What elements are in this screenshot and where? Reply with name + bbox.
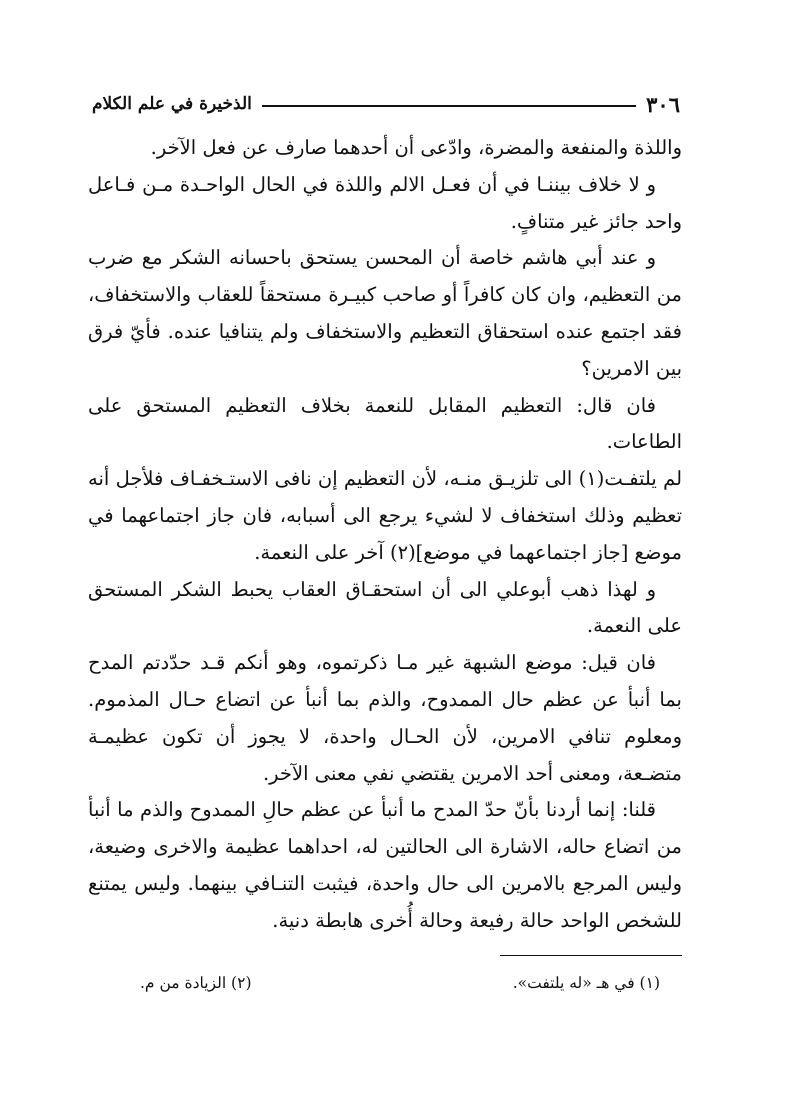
paragraph: فان قيل: موضع الشبهة غير مـا ذكرتموه، وهو أنكم قـد حدّدتم المدح بما أنبأ عن عظم حال الممدوح، والذم بما أنبأ عن اتضاع حـال المذموم. ومعلوم تنافي الامرين، لأن الحـال واحدة، لا يجوز أن تكون عظيمـة متضـعة، ومعنى أحد الامرين يقتضي نفي معنى الآخر. (88, 651, 682, 785)
paragraph: واللذة والمنفعة والمضرة، وادّعى أن أحدهما صارف عن فعل الآخر. (150, 136, 682, 159)
paragraph: و لا خلاف بيننـا في أن فعـل الالم واللذة في الحال الواحـدة مـن فـاعل واحد جائز غير متنافٍ. (88, 172, 682, 233)
page-header (92, 88, 680, 120)
footnote-divider (500, 955, 682, 956)
paragraph: لم يلتفـت(١) الى تلزيـق منـه، لأن التعظيم إن نافى الاستـخفـاف فلأجل أنه تعظيم وذلك استخفاف لا لشيء يرجع الى أسبابه، فان جاز اجتماعهما في موضع [جاز اجتماعهما في موضع](٢) آخر على النعمة. (88, 467, 683, 564)
paragraph: فان قال: التعظيم المقابل للنعمة بخلاف التعظيم المستحق على الطاعات. (88, 393, 682, 454)
body-text (88, 130, 682, 940)
header-rule (262, 105, 636, 107)
running-title: الذخيرة في علم الكلام (92, 94, 252, 114)
paragraph: و عند أبي هاشم خاصة أن المحسن يستحق باحسانه الشكر مع ضرب من التعظيم، وان كان كافراً أو صاحب كبيـرة مستحقاً للعقاب والاستخفاف، فقد اجتمع عنده استحقاق التعظيم والاستخفاف ولم يتنافيا عنده. فأيّ فرق بين الامرين؟ (88, 246, 682, 380)
footnotes (140, 974, 660, 992)
paragraph: و لهذا ذهب أبوعلي الى أن استحقـاق العقاب يحبط الشكر المستحق على النعمة. (88, 577, 682, 638)
footnote-2: (٢) الزيادة من م. (140, 974, 252, 992)
footnote-1: (١) في هـ «له يلتفت». (512, 974, 660, 992)
page-number: ٣٠٦ (646, 91, 680, 117)
paragraph: قلنا: إنما أردنا بأنّ حدّ المدح ما أنبأ عن عظم حالِ الممدوح والذم ما أنبأ من اتضاع حاله، الاشارة الى الحالتين له، احداهما عظيمة والاخرى وضيعة، وليس المرجع بالامرين الى حال واحدة، فيثبت التنـافي بينهما. وليس يمتنع للشخص الواحد حالة رفيعة وحالة أُخرى هابطة دنية. (88, 798, 682, 932)
